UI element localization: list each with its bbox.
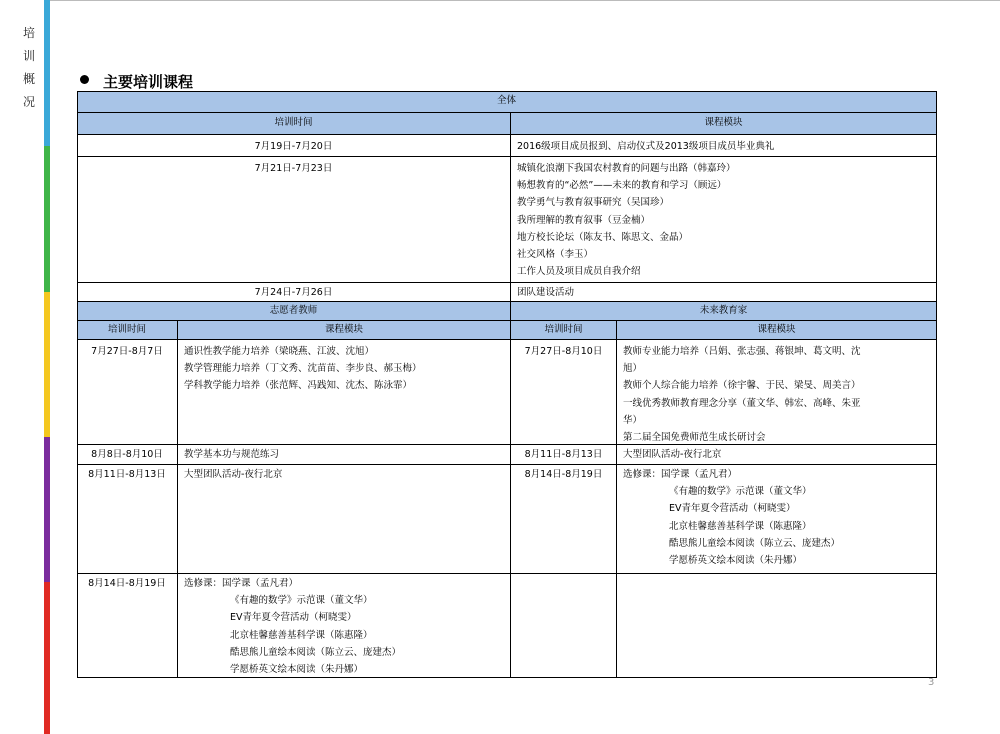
section-heading xyxy=(88,71,193,92)
module-line: 地方校长论坛（陈友书、陈思文、金晶） xyxy=(517,231,689,243)
module-line: 第二届全国免费师范生成长研讨会 xyxy=(623,432,766,444)
left-row2-time: 8月8日-8月10日 xyxy=(77,445,178,465)
left-row4-time: 8月14日-8月19日 xyxy=(77,574,178,678)
strip-segment-blue xyxy=(44,0,50,146)
all-header: 全体 xyxy=(77,91,937,113)
course-table xyxy=(77,91,937,678)
module-line: EV青年夏令营活动（柯晓雯） xyxy=(230,612,357,624)
sub-time-right: 培训时间 xyxy=(511,321,617,340)
module-line: 学愿桥英文绘本阅读（朱丹娜） xyxy=(230,664,364,676)
page-number: 3 xyxy=(928,677,935,688)
right-row3-time: 8月14日-8月19日 xyxy=(511,465,617,574)
heading-text: 主要培训课程 xyxy=(103,73,194,91)
sub-module-left: 课程模块 xyxy=(178,321,511,340)
left-row3-module: 大型团队活动-夜行北京 xyxy=(178,465,511,574)
color-strip xyxy=(44,0,50,734)
row3-time: 7月24日-7月26日 xyxy=(77,283,511,302)
volunteer-header: 志愿者教师 xyxy=(77,302,511,321)
module-line: 学科教学能力培养（张范辉、冯践知、沈杰、陈泳霏） xyxy=(184,380,413,392)
module-line: 选修课：国学课（孟凡君） xyxy=(184,578,299,589)
row2-module xyxy=(511,157,937,283)
row1-module: 2016级项目成员报到、启动仪式及2013级项目成员毕业典礼 xyxy=(511,135,937,157)
row1-time: 7月19日-7月20日 xyxy=(77,135,511,157)
module-line: 城镇化浪潮下我国农村教育的问题与出路（韩嘉玲） xyxy=(517,163,736,174)
right-row2-time: 8月11日-8月13日 xyxy=(511,445,617,465)
right-row4-time-empty xyxy=(511,574,617,678)
module-line: 教学勇气与教育叙事研究（吴国珍） xyxy=(517,197,670,209)
side-label xyxy=(21,22,37,114)
left-row3-time: 8月11日-8月13日 xyxy=(77,465,178,574)
module-line: 我所理解的教育叙事（豆金楠） xyxy=(517,214,651,226)
right-row2-module: 大型团队活动-夜行北京 xyxy=(617,445,937,465)
module-line: 《有趣的数学》示范课（董文华） xyxy=(669,486,812,498)
strip-segment-green xyxy=(44,146,50,292)
left-row1-time: 7月27日-8月7日 xyxy=(77,340,178,445)
module-line: 工作人员及项目成员自我介绍 xyxy=(517,266,641,278)
strip-segment-red xyxy=(44,582,50,734)
col-module-header: 课程模块 xyxy=(511,113,937,135)
col-time-header: 培训时间 xyxy=(77,113,511,135)
sub-module-right: 课程模块 xyxy=(617,321,937,340)
top-rule xyxy=(50,0,1000,1)
strip-segment-purple xyxy=(44,437,50,582)
module-line: 畅想教育的“必然”——未来的教育和学习（顾远） xyxy=(517,180,727,192)
right-row3-module xyxy=(617,465,937,574)
module-line: 一线优秀教师教育理念分享（董文华、韩宏、高峰、朱亚 xyxy=(623,397,861,409)
module-line: 教学管理能力培养（丁文秀、沈苗苗、李步良、郝玉梅） xyxy=(184,363,422,375)
module-line: 北京桂馨慈善基科学课（陈惠隆） xyxy=(669,520,812,532)
right-row1-time: 7月27日-8月10日 xyxy=(511,340,617,445)
left-row1-module xyxy=(178,340,511,445)
module-line: 旭） xyxy=(623,363,643,375)
module-line: 华） xyxy=(623,414,643,426)
module-line: 学愿桥英文绘本阅读（朱丹娜） xyxy=(669,555,803,567)
module-line: 酷思熊儿童绘本阅读（陈立云、庞建杰） xyxy=(669,537,841,549)
module-line: 选修课：国学课（孟凡君） xyxy=(623,469,738,480)
future-header: 未来教育家 xyxy=(511,302,937,321)
module-line: 北京桂馨慈善基科学课（陈惠隆） xyxy=(230,629,373,641)
module-line: 通识性教学能力培养（梁晓燕、江波、沈旭） xyxy=(184,346,375,357)
sub-time-left: 培训时间 xyxy=(77,321,178,340)
module-line: 教师个人综合能力培养（徐宇馨、于民、梁旻、周美言） xyxy=(623,380,861,392)
side-label-char: 训 xyxy=(22,49,35,63)
side-label-char: 况 xyxy=(22,95,35,109)
row3-module: 团队建设活动 xyxy=(511,283,937,302)
module-line: 酷思熊儿童绘本阅读（陈立云、庞建杰） xyxy=(230,646,402,658)
bullet-icon xyxy=(80,75,89,84)
row2-time: 7月21日-7月23日 xyxy=(77,157,511,283)
right-row1-module xyxy=(617,340,937,445)
module-line: 教师专业能力培养（吕娟、张志强、蒋银坤、葛文明、沈 xyxy=(623,346,861,357)
side-label-char: 概 xyxy=(22,72,35,86)
module-line: 《有趣的数学》示范课（董文华） xyxy=(230,595,373,607)
module-line: 社交风格（李玉） xyxy=(517,249,594,261)
strip-segment-yellow xyxy=(44,292,50,437)
left-row4-module xyxy=(178,574,511,678)
left-row2-module: 教学基本功与规范练习 xyxy=(178,445,511,465)
module-line: EV青年夏令营活动（柯晓雯） xyxy=(669,503,796,515)
right-row4-module-empty xyxy=(617,574,937,678)
side-label-char: 培 xyxy=(22,26,35,40)
